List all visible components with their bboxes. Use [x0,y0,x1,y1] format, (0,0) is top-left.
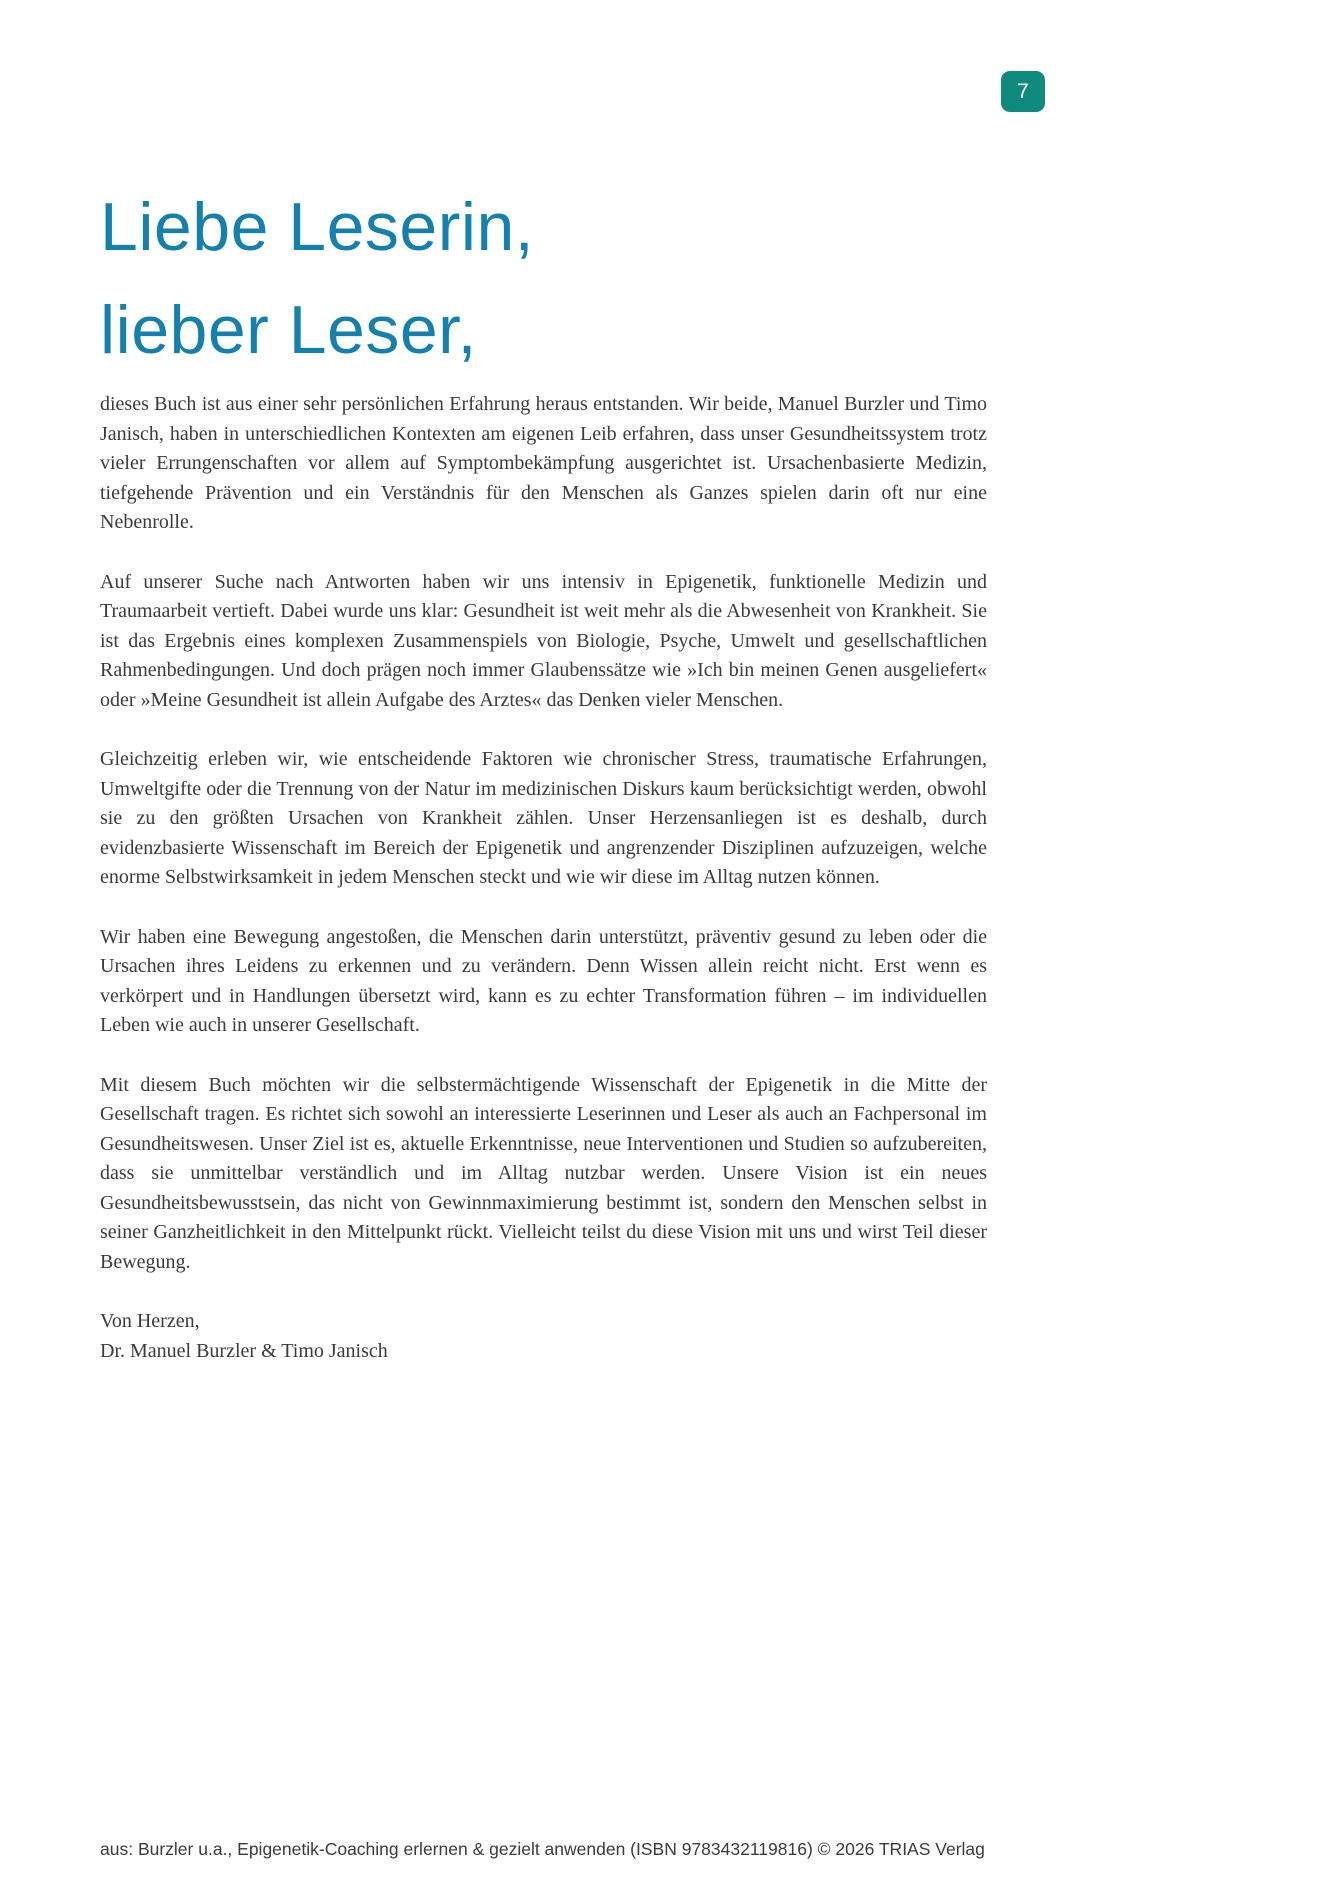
page-number: 7 [1017,79,1029,103]
preface-paragraph-4: Wir haben eine Bewegung angestoßen, die Menschen darin unterstützt, präventiv gesund zu leben oder die Ursachen ihres Leidens zu erkennen und zu verändern. Denn Wissen allein reicht nicht. Erst wenn es verkörpert und in Handlungen übersetzt wird, kann es zu echter Transformation führen – im individuellen Leben wie auch in unserer Gesellschaft. [100,925,987,1036]
preface-paragraph-5: Mit diesem Buch möchten wir die selbstermächtigende Wissenschaft der Epigenetik in die Mitte der Gesellschaft tragen. Es richtet sich sowohl an interessierte Leserinnen und Leser als auch an Fachpersonal im Gesundheitswesen. Unser Ziel ist es, aktuelle Erkenntnisse, neue Interventionen und Studien so aufzubereiten, dass sie unmittelbar verständlich und im Alltag nutzbar werden. Unsere Vision ist ein neues Gesundheitsbewusstsein, das nicht von Gewinnmaximierung bestimmt ist, sondern den Menschen selbst in seiner Ganzheitlichkeit in den Mittelpunkt rückt. Vielleicht teilst du diese Vision mit uns und wirst Teil dieser Bewegung. [100,1073,987,1273]
chapter-title [100,0,987,382]
signoff [100,1307,987,1366]
copyright-footer: aus: Burzler u.a., Epigenetik-Coaching erlernen & gezielt anwenden (ISBN 9783432119816) © 2026 TRIAS Verlag [100,1839,985,1859]
preface-paragraph-2: Auf unserer Suche nach Antworten haben wir uns intensiv in Epigenetik, funktionelle Medizin und Traumaarbeit vertieft. Dabei wurde uns klar: Gesundheit ist weit mehr als die Abwesenheit von Krankheit. Sie ist das Ergebnis eines komplexen Zusammenspiels von Biologie, Psyche, Umwelt und gesellschaftlichen Rahmenbedingungen. Und doch prägen noch immer Glaubenssätze wie »Ich bin meinen Genen ausgeliefert« oder »Meine Gesundheit ist allein Aufgabe des Arztes« das Denken vieler Menschen. [100,570,987,711]
chapter-title-line1: Liebe Leserin, [100,189,535,265]
preface-paragraph-1: dieses Buch ist aus einer sehr persönlichen Erfahrung heraus entstanden. Wir beide, Manuel Burzler und Timo Janisch, haben in unterschiedlichen Kontexten am eigenen Leib erfahren, dass unser Gesundheitssystem trotz vieler Errungenschaften vor allem auf Symptombekämpfung ausgerichtet ist. Ursachenbasierte Medizin, tiefgehende Prävention und ein Verständnis für den Menschen als Ganzes spielen darin oft nur eine Nebenrolle. [100,393,987,533]
page-number-badge [1001,71,1045,112]
chapter-title-line2: lieber Leser, [100,292,477,368]
preface-paragraph-3: Gleichzeitig erleben wir, wie entscheidende Faktoren wie chronischer Stress, traumatische Erfahrungen, Umweltgifte oder die Trennung von der Natur im medizinischen Diskurs kaum berücksichtigt werden, obwohl sie zu den größten Ursachen von Krankheit zählen. Unser Herzensanliegen ist es deshalb, durch evidenzbasierte Wissenschaft im Bereich der Epigenetik und angrenzender Disziplinen aufzuzeigen, welche enorme Selbstwirksamkeit in jedem Menschen steckt und wie wir diese im Alltag nutzen können. [100,748,987,888]
signoff-closing: Von Herzen, [100,1310,200,1332]
page-content [100,0,987,1366]
signoff-authors: Dr. Manuel Burzler & Timo Janisch [100,1339,388,1362]
